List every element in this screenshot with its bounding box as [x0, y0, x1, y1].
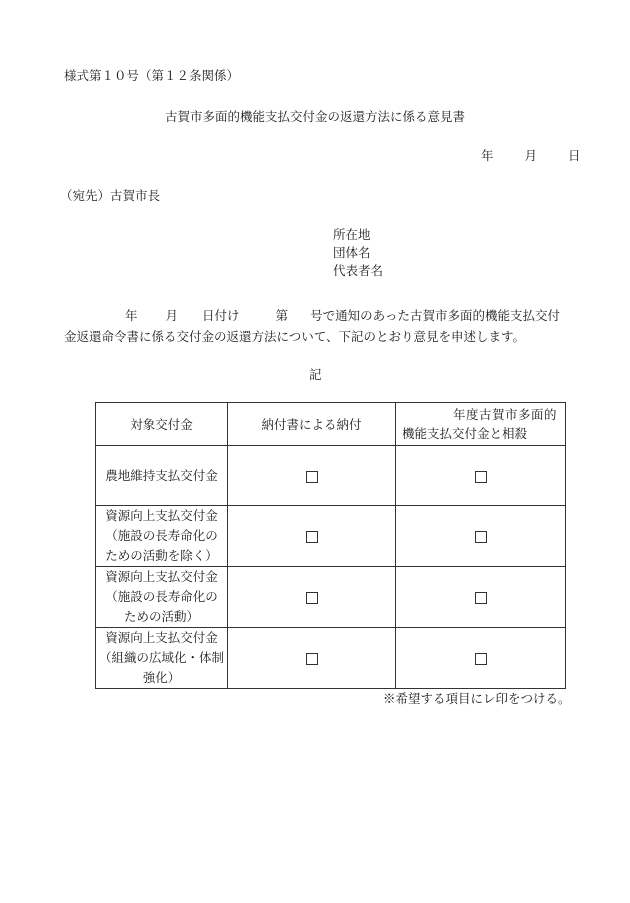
- ki-heading: 記: [309, 367, 322, 382]
- offset-cell: [396, 628, 566, 689]
- table-row: [96, 506, 566, 567]
- addressee: （宛先）古賀市長: [60, 188, 161, 203]
- header-offset: [396, 403, 566, 446]
- checkbox[interactable]: [306, 592, 318, 604]
- repayment-options-table: [95, 402, 566, 689]
- row-label-line: （施設の長寿命化の: [105, 589, 218, 604]
- instruction-note: ※希望する項目にレ印をつける。: [383, 691, 571, 706]
- applicant-representative-label: 代表者名: [333, 263, 384, 278]
- checkbox[interactable]: [475, 592, 487, 604]
- header-payment-slip: 納付書による納付: [228, 403, 396, 446]
- table-row: [96, 628, 566, 689]
- payment-slip-cell: [228, 628, 396, 689]
- table-row: [96, 446, 566, 506]
- form-number: 様式第１０号（第１２条関係）: [64, 68, 240, 83]
- date-day: 日: [567, 148, 581, 163]
- header-target-grant: 対象交付金: [96, 403, 228, 446]
- row-label-line: （組織の広域化・体制: [98, 650, 224, 665]
- row-label: [96, 446, 228, 506]
- row-label-line: 強化）: [142, 670, 181, 685]
- offset-cell: [396, 506, 566, 567]
- body-line2: 金返還命令書に係る交付金の返還方法について、下記のとおり意見を申述します。: [64, 329, 526, 344]
- row-label: [96, 628, 228, 689]
- body-line1-rest: 号で通知のあった古賀市多面的機能支払交付: [310, 308, 560, 323]
- offset-cell: [396, 446, 566, 506]
- body-year: 年: [125, 308, 138, 323]
- applicant-block: [333, 226, 383, 280]
- row-label: [96, 506, 228, 567]
- row-label-line: 資源向上支払交付金: [105, 569, 218, 584]
- table-header-row: [96, 403, 566, 446]
- offset-cell: [396, 567, 566, 628]
- row-label-line: ための活動を除く）: [105, 548, 218, 563]
- applicant-group-name-label: 団体名: [333, 245, 371, 260]
- checkbox[interactable]: [306, 531, 318, 543]
- body-day-dated: 日付け: [202, 308, 240, 323]
- row-label-line: ための活動）: [123, 609, 199, 624]
- row-label-line: 資源向上支払交付金: [105, 508, 218, 523]
- table-row: [96, 567, 566, 628]
- body-text: [64, 305, 574, 347]
- row-label: [96, 567, 228, 628]
- checkbox[interactable]: [475, 531, 487, 543]
- checkbox[interactable]: [475, 653, 487, 665]
- applicant-address-label: 所在地: [333, 227, 371, 242]
- checkbox[interactable]: [475, 471, 487, 483]
- date-year: 年: [481, 148, 494, 163]
- row-label-line: （施設の長寿命化の: [105, 528, 218, 543]
- header-offset-line2: 機能支払交付金と相殺: [402, 426, 528, 441]
- checkbox[interactable]: [306, 471, 318, 483]
- header-offset-line1: 年度古賀市多面的: [452, 407, 557, 422]
- payment-slip-cell: [228, 567, 396, 628]
- checkbox[interactable]: [306, 653, 318, 665]
- document-title: 古賀市多面的機能支払交付金の返還方法に係る意見書: [164, 109, 465, 124]
- row-label-line: 資源向上支払交付金: [105, 630, 218, 645]
- payment-slip-cell: [228, 446, 396, 506]
- body-number-prefix: 第: [275, 308, 289, 323]
- row-label-line: 農地維持支払交付金: [105, 467, 218, 483]
- payment-slip-cell: [228, 506, 396, 567]
- body-month: 月: [165, 308, 179, 323]
- date-line: [481, 146, 580, 164]
- date-month: 月: [524, 148, 537, 163]
